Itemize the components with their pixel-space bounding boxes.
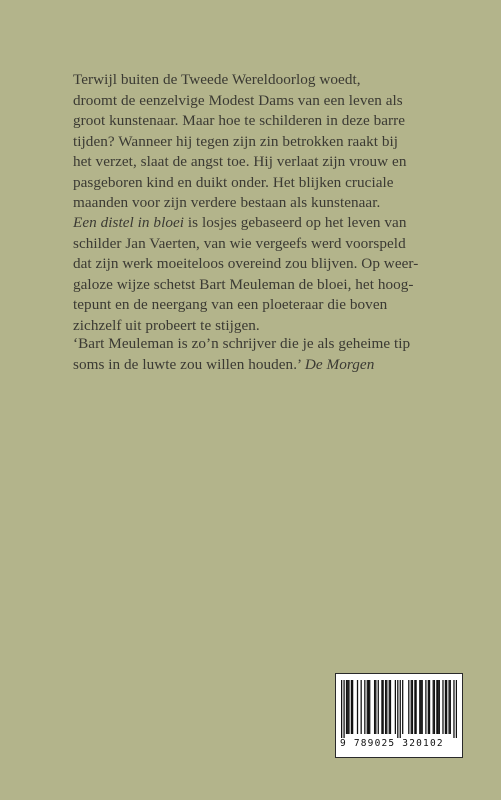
barcode-bar	[374, 680, 375, 734]
quote-line: ‘Bart Meuleman is zo’n schrijver die je als geheime tip	[73, 335, 411, 352]
barcode-bar	[422, 680, 423, 734]
blurb-line: het verzet, slaat de angst toe. Hij verlaat zijn vrouw en	[73, 153, 407, 170]
barcode-bar	[357, 680, 358, 734]
barcode-bar	[375, 680, 376, 734]
barcode-bar	[347, 680, 348, 734]
barcode-bar	[437, 680, 438, 734]
barcode-bar	[381, 680, 382, 734]
barcode-bar	[436, 680, 437, 734]
barcode-bar	[439, 680, 440, 734]
barcode-bar	[425, 680, 426, 734]
barcode-bar	[346, 680, 347, 734]
barcode-bar	[450, 680, 451, 734]
barcode-bar	[411, 680, 412, 734]
barcode-bar	[369, 680, 370, 734]
blurb-line: Terwijl buiten de Tweede Wereldoorlog woedt,	[73, 71, 361, 88]
barcode-bar	[412, 680, 413, 734]
barcode-bar	[397, 680, 398, 738]
quote-line	[73, 355, 433, 376]
blurb-line: pasgeboren kind en duikt onder. Het blijken cruciale	[73, 173, 394, 191]
blurb-line: dat zijn werk moeiteloos overeind zou blijven. Op weer-	[73, 255, 419, 272]
barcode-bar	[408, 680, 409, 734]
barcode-bar	[419, 680, 420, 734]
isbn-number: 9 789025 320102	[340, 738, 444, 749]
barcode-bar	[386, 680, 387, 734]
barcode-bar	[389, 680, 390, 734]
blurb-line	[73, 213, 433, 234]
barcode-bar	[378, 680, 379, 734]
barcode-bar	[433, 680, 434, 734]
barcode-bar	[361, 680, 362, 734]
blurb-line: schilder Jan Vaerten, van wie vergeefs werd voorspeld	[73, 234, 406, 252]
barcode-bar	[456, 680, 457, 738]
barcode-bar	[428, 680, 429, 734]
blurb-paragraph-1	[73, 70, 433, 214]
barcode-bar	[367, 680, 368, 734]
book-title-italic: Een distel in bloei	[73, 214, 185, 231]
barcode-bar	[400, 680, 401, 738]
barcode-bar	[341, 680, 342, 738]
review-quote	[73, 334, 433, 375]
blurb-line: maanden voor zijn verdere bestaan als kunstenaar.	[73, 194, 381, 211]
barcode-bar	[348, 680, 349, 734]
barcode-bar	[364, 680, 365, 734]
isbn-barcode	[335, 673, 463, 758]
barcode-bar	[385, 680, 386, 734]
blurb-line: tepunt en de neergang van een ploeteraar die boven	[73, 296, 388, 313]
barcode-bar	[453, 680, 454, 738]
quote-text: soms in de luwte zou willen houden.’	[73, 355, 305, 373]
barcode-bar	[395, 680, 396, 734]
barcode-bar	[445, 680, 446, 734]
barcode-bar	[415, 680, 416, 734]
barcode-bar	[448, 680, 449, 734]
blurb-line: zichzelf uit probeert te stijgen.	[73, 316, 260, 334]
blurb-line: droomt de eenzelvige Modest Dams van een leven als	[73, 91, 403, 109]
barcode-bar	[351, 680, 352, 734]
barcode-bar	[420, 680, 421, 734]
barcode-bar	[429, 680, 430, 734]
barcode-bars	[341, 680, 457, 738]
blurb-line-rest: is losjes gebaseerd op het leven van	[184, 214, 407, 231]
barcode-bar	[343, 680, 344, 738]
barcode-bar	[402, 680, 403, 734]
blurb-line: groot kunstenaar. Maar hoe te schilderen in deze barre	[73, 112, 406, 129]
barcode-bar	[390, 680, 391, 734]
barcode-bar	[446, 680, 447, 734]
blurb-line: tijden? Wanneer hij tegen zijn zin betrokken raakt bij	[73, 132, 399, 150]
barcode-bar	[368, 680, 369, 734]
blurb-paragraph-2	[73, 213, 433, 336]
barcode-bar	[352, 680, 353, 734]
barcode-bar	[414, 680, 415, 734]
quote-source: De Morgen	[304, 355, 375, 373]
barcode-bar	[383, 680, 384, 734]
blurb-line: galoze wijze schetst Bart Meuleman de bloei, het hoog-	[73, 275, 414, 293]
barcode-bar	[442, 680, 443, 734]
barcode-bar	[434, 680, 435, 734]
